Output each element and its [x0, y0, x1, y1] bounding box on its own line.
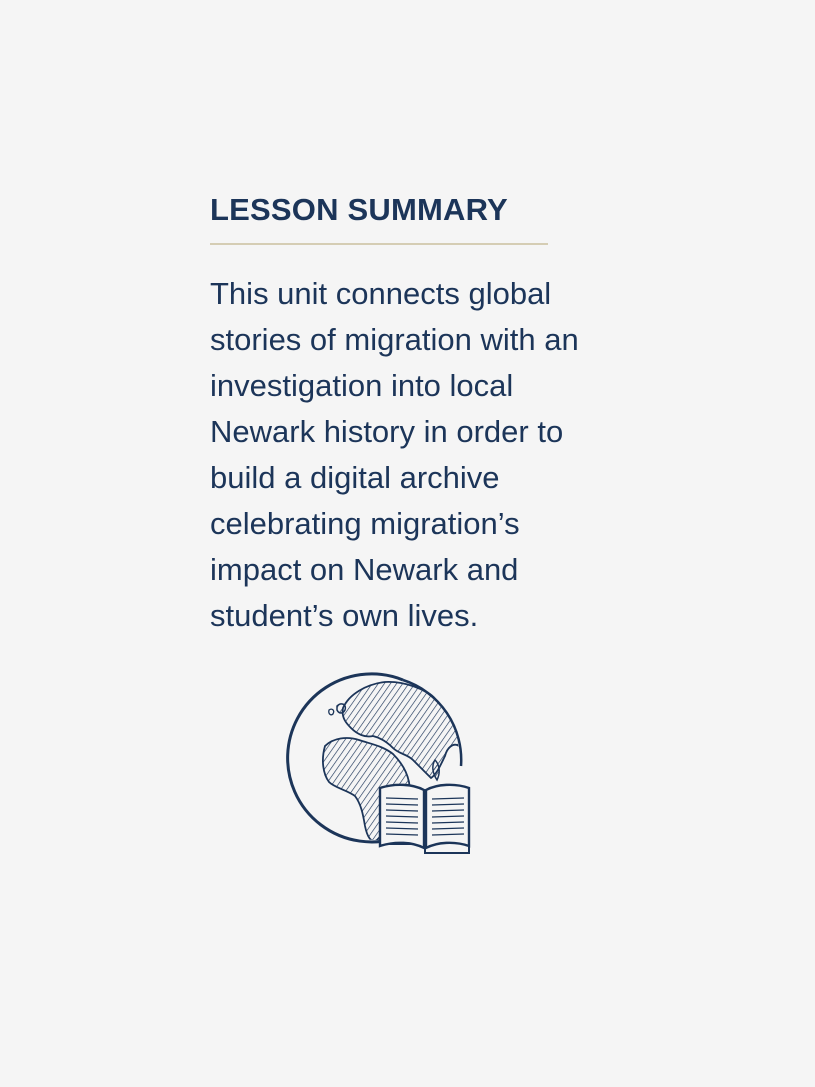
heading-divider: [210, 243, 548, 245]
section-heading: LESSON SUMMARY: [210, 192, 508, 227]
lesson-summary-card: [210, 190, 650, 639]
summary-text: This unit connects global stories of migration with an investigation into local Newark history in order to build a digital archive celebrating migration’s impact on Newark and student’s own lives.: [210, 276, 579, 633]
globe-with-open-book-icon: [285, 668, 475, 863]
